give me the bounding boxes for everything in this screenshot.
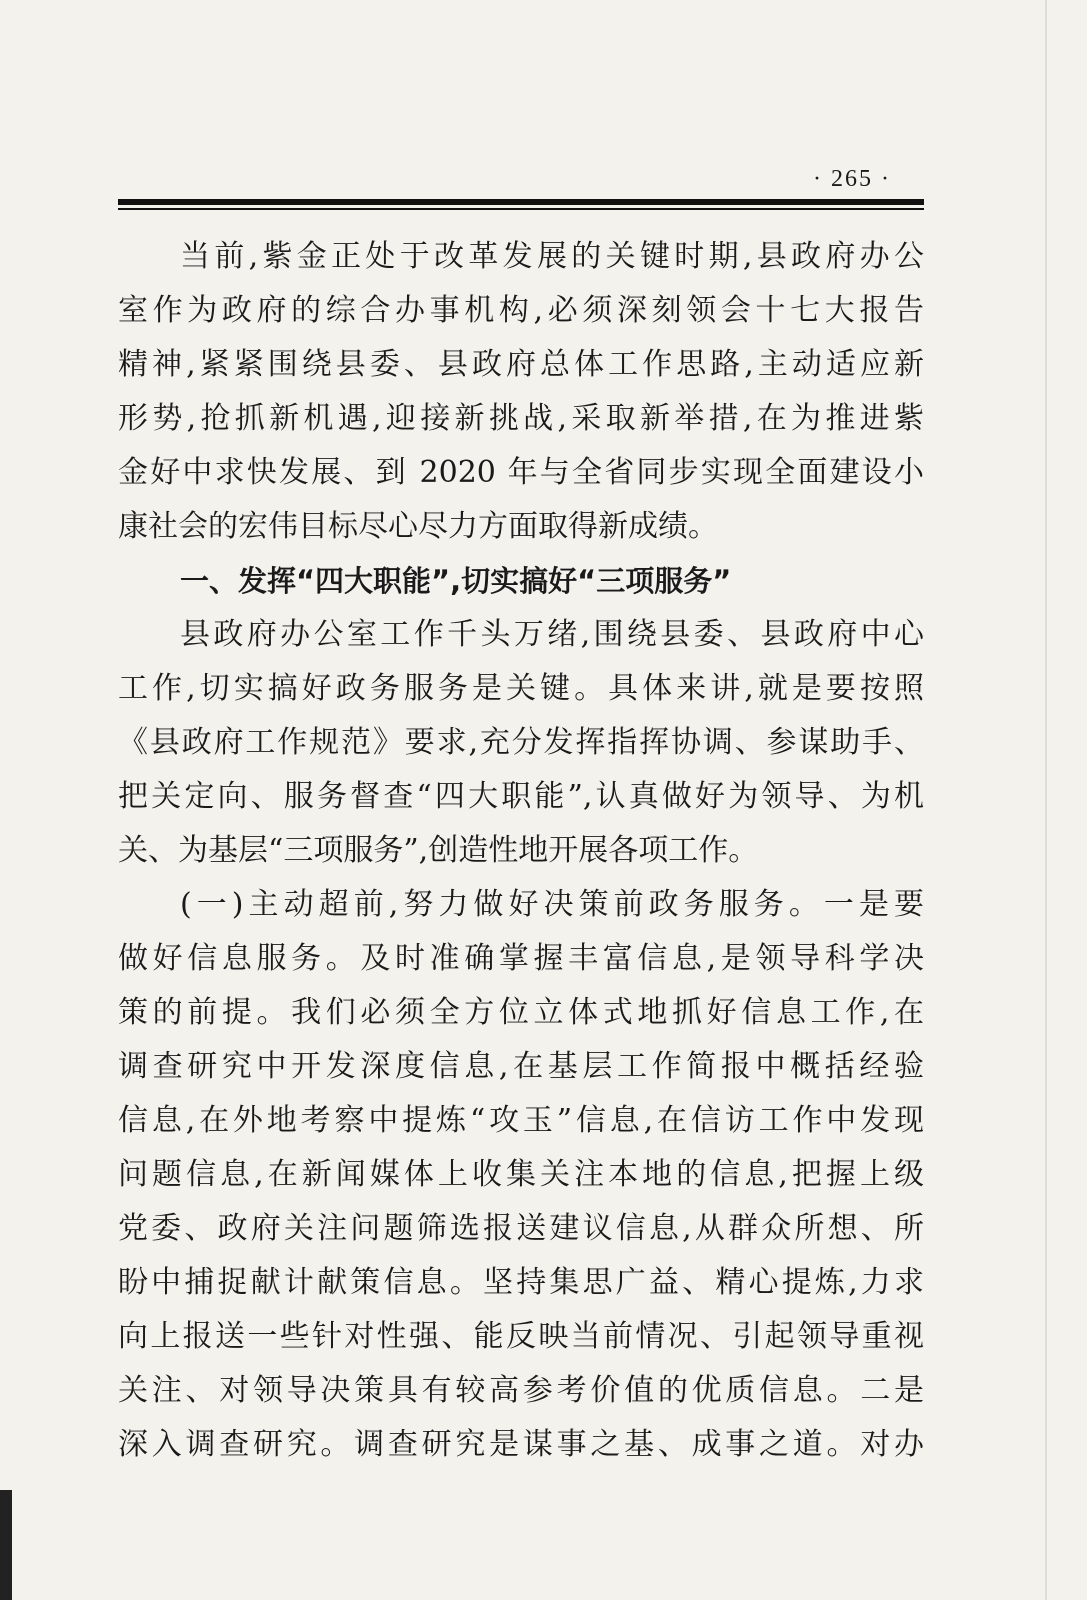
paragraph-line: 精神,紧紧围绕县委、县政府总体工作思路,主动适应新 [118,347,924,382]
paragraph-line: 向上报送一些针对性强、能反映当前情况、引起领导重视 [118,1319,924,1354]
paragraph-line: 深入调查研究。调查研究是谋事之基、成事之道。对办 [118,1427,924,1462]
paragraph-line: 问题信息,在新闻媒体上收集关注本地的信息,把握上级 [118,1157,924,1192]
paragraph-line: 做好信息服务。及时准确掌握丰富信息,是领导科学决 [118,941,924,976]
scan-edge-left [0,1490,12,1600]
paragraph-line: 《县政府工作规范》要求,充分发挥指挥协调、参谋助手、 [118,725,924,760]
paragraph-line: (一)主动超前,努力做好决策前政务服务。一是要 [180,887,924,922]
paragraph-line: 党委、政府关注问题筛选报送建议信息,从群众所想、所 [118,1211,924,1246]
section-heading: 一、发挥“四大职能”,切实搞好“三项服务” [180,564,732,598]
paragraph-line: 形势,抢抓新机遇,迎接新挑战,采取新举措,在为推进紫 [118,401,924,436]
header-rule-thin [118,208,924,210]
header-rule-thick [118,199,924,205]
paragraph-line: 把关定向、服务督查“四大职能”,认真做好为领导、为机 [118,779,924,814]
paragraph-line: 策的前提。我们必须全方位立体式地抓好信息工作,在 [118,995,924,1030]
paragraph-line: 关、为基层“三项服务”,创造性地开展各项工作。 [118,833,759,868]
paragraph-line: 县政府办公室工作千头万绪,围绕县委、县政府中心 [180,617,924,652]
paragraph-line: 室作为政府的综合办事机构,必须深刻领会十七大报告 [118,293,924,328]
paragraph-line: 关注、对领导决策具有较高参考价值的优质信息。二是 [118,1373,924,1408]
paragraph-line: 工作,切实搞好政务服务是关键。具体来讲,就是要按照 [118,671,924,706]
body-text [118,230,924,1472]
paragraph-line: 调查研究中开发深度信息,在基层工作简报中概括经验 [118,1049,924,1084]
scan-edge-right [1045,0,1047,1600]
paragraph-line: 当前,紫金正处于改革发展的关键时期,县政府办公 [180,239,924,274]
page-number: · 265 · [813,166,891,192]
paragraph-line: 金好中求快发展、到 2020 年与全省同步实现全面建设小 [118,455,924,490]
paragraph-line: 信息,在外地考察中提炼“攻玉”信息,在信访工作中发现 [118,1103,924,1138]
paragraph-line: 盼中捕捉献计献策信息。坚持集思广益、精心提炼,力求 [118,1265,924,1300]
paragraph-line: 康社会的宏伟目标尽心尽力方面取得新成绩。 [118,509,718,544]
